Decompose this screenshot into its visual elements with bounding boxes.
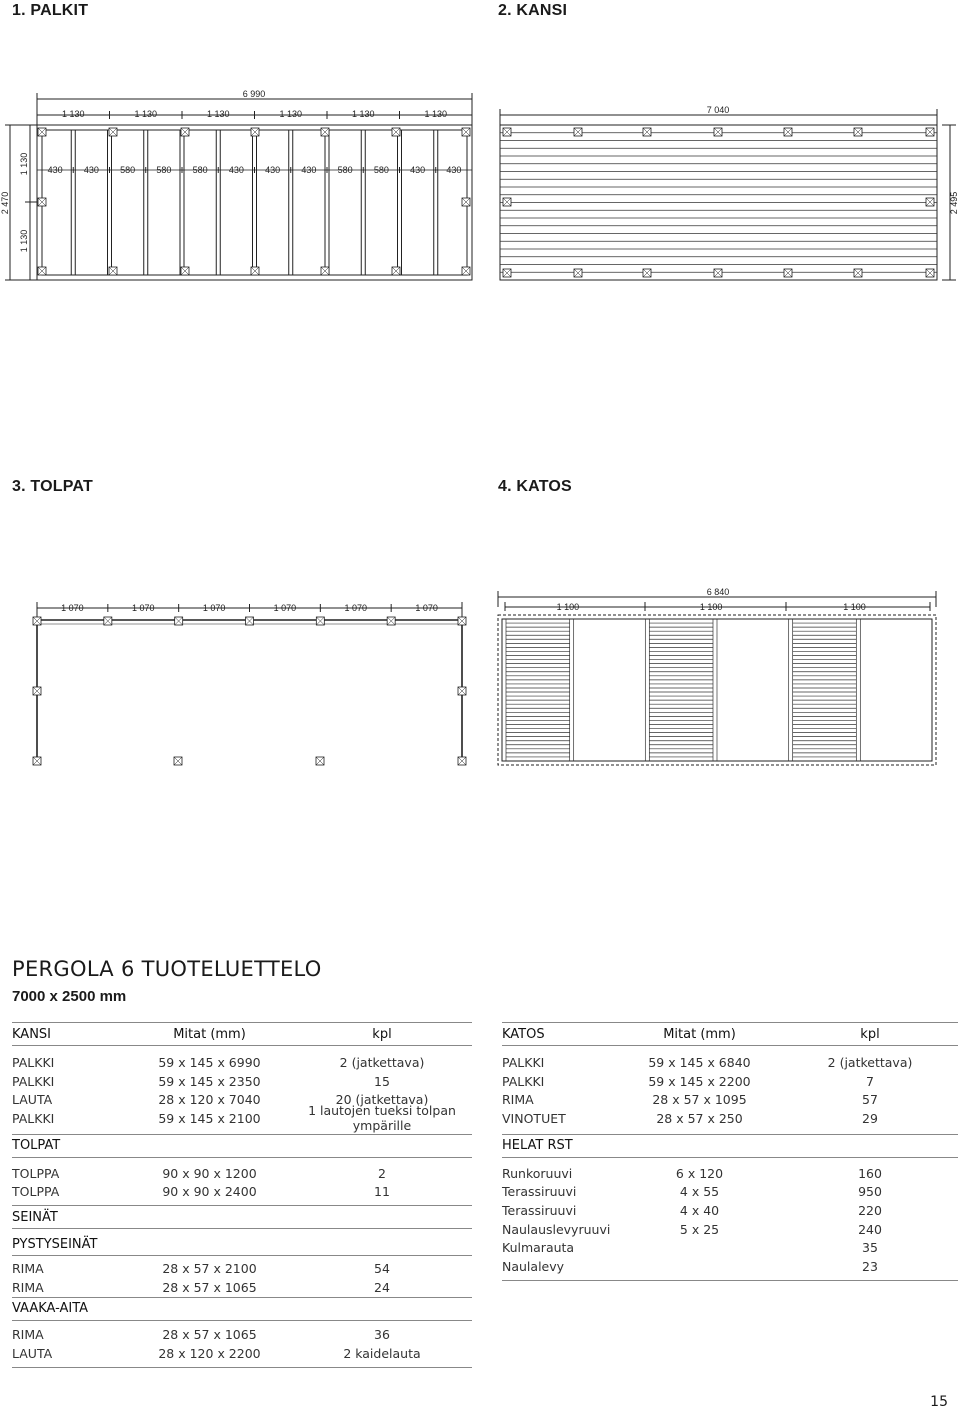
dim-span: 1 070: [131, 603, 155, 613]
cell-name: PALKKI: [502, 1073, 545, 1089]
group-label: VAAKA-AITA: [12, 1301, 89, 1316]
cell-dims: 28 x 120 x 7040: [158, 1092, 261, 1108]
dim-span: 1 100: [699, 602, 723, 612]
table-row: [502, 1072, 958, 1091]
group-seinat: [12, 1205, 472, 1229]
cell-qty: 11: [374, 1184, 390, 1200]
deck-layout-drawing: [490, 100, 960, 290]
cell-dims: 90 x 90 x 1200: [162, 1165, 257, 1181]
cell-qty: 24: [374, 1279, 390, 1295]
dim-inner: 430: [83, 165, 99, 175]
table-row: [502, 1239, 958, 1258]
cell-name: TOLPPA: [12, 1165, 60, 1181]
col-qty: kpl: [860, 1026, 880, 1042]
cell-qty: 15: [374, 1073, 390, 1089]
dim-span: 1 070: [61, 603, 84, 613]
cell-dims: 4 x 55: [679, 1184, 720, 1200]
cell-name: Terassiruuvi: [502, 1202, 577, 1218]
cell-dims: 59 x 145 x 6840: [648, 1054, 751, 1070]
cell-name: Naulauslevyruuvi: [502, 1221, 611, 1237]
dim-height-bottom: 1 130: [19, 229, 29, 253]
cell-name: Kulmarauta: [502, 1240, 575, 1256]
cell-dims: 4 x 40: [679, 1202, 720, 1218]
table-row: [502, 1182, 958, 1201]
table-row: [12, 1326, 472, 1345]
cell-name: RIMA: [502, 1092, 534, 1108]
table-row: [12, 1164, 472, 1183]
dim-span: 1 070: [415, 603, 438, 613]
col-name: KANSI: [12, 1026, 51, 1042]
cell-dims: 59 x 145 x 2350: [158, 1073, 261, 1089]
dim-inner: 430: [265, 165, 281, 175]
dim-inner: 430: [410, 165, 426, 175]
cell-name: PALKKI: [12, 1054, 55, 1070]
table-header: [502, 1022, 958, 1046]
roof-layout-drawing: [490, 585, 960, 775]
cell-dims: 59 x 145 x 2100: [158, 1110, 261, 1126]
dim-span: 1 130: [424, 109, 448, 119]
col-name: KATOS: [502, 1026, 545, 1042]
left-product-table: [12, 1022, 472, 1368]
group-label: SEINÄT: [12, 1209, 58, 1225]
dim-roof-total: 6 840: [706, 587, 730, 597]
beam-layout-drawing: [0, 85, 490, 290]
dim-deck-height: 2 495: [949, 191, 959, 215]
cell-dims: 5 x 25: [679, 1221, 720, 1237]
dim-inner: 580: [120, 165, 136, 175]
dim-inner: 430: [301, 165, 317, 175]
table-row: [12, 1278, 472, 1297]
cell-qty: 7: [866, 1073, 874, 1089]
dim-inner: 580: [337, 165, 353, 175]
group-label: PYSTYSEINÄT: [12, 1236, 98, 1252]
col-qty: kpl: [372, 1026, 392, 1042]
cell-name: PALKKI: [12, 1073, 55, 1089]
group-tolpat: [12, 1134, 472, 1158]
cell-name: LAUTA: [12, 1346, 53, 1362]
group-label: HELAT RST: [502, 1138, 573, 1154]
cell-dims: 6 x 120: [675, 1165, 724, 1181]
cell-dims: 28 x 120 x 2200: [158, 1346, 261, 1362]
dim-span: 1 070: [344, 603, 368, 613]
group-helat-rst: [502, 1134, 958, 1158]
dim-inner: 430: [47, 165, 63, 175]
dim-span: 1 130: [61, 109, 85, 119]
cell-name: PALKKI: [12, 1110, 55, 1126]
post-layout-drawing: [0, 595, 490, 775]
cell-qty: 950: [858, 1184, 882, 1200]
cell-dims: 90 x 90 x 2400: [162, 1184, 257, 1200]
table-row: [502, 1053, 958, 1072]
cell-name: RIMA: [12, 1260, 44, 1276]
table-row: [12, 1259, 472, 1278]
dim-span: 1 070: [202, 603, 226, 613]
section-heading-kansi: 2. KANSI: [498, 2, 568, 19]
cell-dims: 59 x 145 x 6990: [158, 1054, 261, 1070]
cell-name: TOLPPA: [12, 1184, 60, 1200]
cell-qty: 20 (jatkettava): [335, 1092, 429, 1108]
cell-name: VINOTUET: [502, 1110, 566, 1126]
section-heading-katos: 4. KATOS: [498, 478, 572, 495]
page-number: 15: [930, 1394, 948, 1410]
dim-height-top: 1 130: [19, 152, 29, 176]
table-row: [12, 1103, 472, 1134]
table-row: [12, 1053, 472, 1072]
cell-name: RIMA: [12, 1327, 44, 1343]
table-header: [12, 1022, 472, 1046]
cell-name: Naulalevy: [502, 1259, 565, 1275]
dim-span: 1 130: [279, 109, 303, 119]
cell-name: LAUTA: [12, 1092, 53, 1108]
dim-span: 1 070: [273, 603, 297, 613]
dim-total-6990: 6 990: [242, 89, 266, 99]
catalog-title: PERGOLA 6 TUOTELUETTELO: [12, 957, 322, 981]
cell-qty: 2 kaidelauta: [343, 1346, 421, 1362]
cell-qty: 1 lautojen tueksi tolpan ympärille: [308, 1103, 456, 1134]
cell-name: Terassiruuvi: [502, 1184, 577, 1200]
dim-span: 1 100: [556, 602, 580, 612]
col-dims: Mitat (mm): [173, 1026, 246, 1042]
cell-qty: 54: [374, 1260, 390, 1276]
dim-span: 1 100: [843, 602, 866, 612]
cell-qty: 35: [862, 1240, 878, 1256]
section-heading-palkit: 1. PALKIT: [12, 2, 89, 19]
section-heading-tolpat: 3. TOLPAT: [12, 478, 93, 495]
cell-qty: 29: [862, 1110, 878, 1126]
dim-inner: 580: [373, 165, 389, 175]
cell-qty: 23: [862, 1259, 878, 1275]
dim-span: 1 130: [134, 109, 158, 119]
table-row: [12, 1344, 472, 1363]
cell-qty: 160: [858, 1165, 882, 1181]
cell-name: Runkoruuvi: [502, 1165, 573, 1181]
col-dims: Mitat (mm): [663, 1026, 736, 1042]
table-row: [12, 1182, 472, 1201]
dim-inner: 580: [156, 165, 172, 175]
cell-dims: 28 x 57 x 1065: [162, 1279, 257, 1295]
dim-inner: 430: [446, 165, 462, 175]
dim-deck-total: 7 040: [706, 105, 730, 115]
cell-dims: 28 x 57 x 2100: [162, 1260, 257, 1276]
cell-qty: 220: [858, 1202, 882, 1218]
cell-qty: 36: [374, 1327, 390, 1343]
cell-dims: 28 x 57 x 250: [656, 1110, 743, 1126]
cell-dims: 59 x 145 x 2200: [648, 1073, 751, 1089]
cell-name: RIMA: [12, 1279, 44, 1295]
dim-inner: 580: [192, 165, 208, 175]
table-row: [502, 1220, 958, 1239]
cell-name: PALKKI: [502, 1054, 545, 1070]
dim-height-total: 2 470: [0, 191, 10, 215]
catalog-size: 7000 x 2500 mm: [12, 988, 127, 1005]
dim-span: 1 130: [206, 109, 230, 119]
group-vaaka-aita: [12, 1297, 472, 1321]
table-row: [502, 1090, 958, 1109]
cell-qty: 2 (jatkettava): [339, 1054, 425, 1070]
cell-qty: 57: [862, 1092, 878, 1108]
cell-qty: 2: [378, 1165, 386, 1181]
group-label: TOLPAT: [12, 1138, 61, 1154]
cell-qty: 240: [858, 1221, 882, 1237]
table-row: [502, 1257, 958, 1276]
table-row: [502, 1164, 958, 1183]
cell-qty: 2 (jatkettava): [827, 1054, 913, 1070]
dim-inner: 430: [228, 165, 244, 175]
table-row: [12, 1072, 472, 1091]
dim-span: 1 130: [351, 109, 375, 119]
table-row: [502, 1201, 958, 1220]
group-pystyseinat: [12, 1233, 472, 1256]
cell-dims: 28 x 57 x 1065: [162, 1327, 257, 1343]
cell-dims: 28 x 57 x 1095: [652, 1092, 747, 1108]
right-product-table: [502, 1022, 958, 1281]
table-row: [502, 1109, 958, 1128]
